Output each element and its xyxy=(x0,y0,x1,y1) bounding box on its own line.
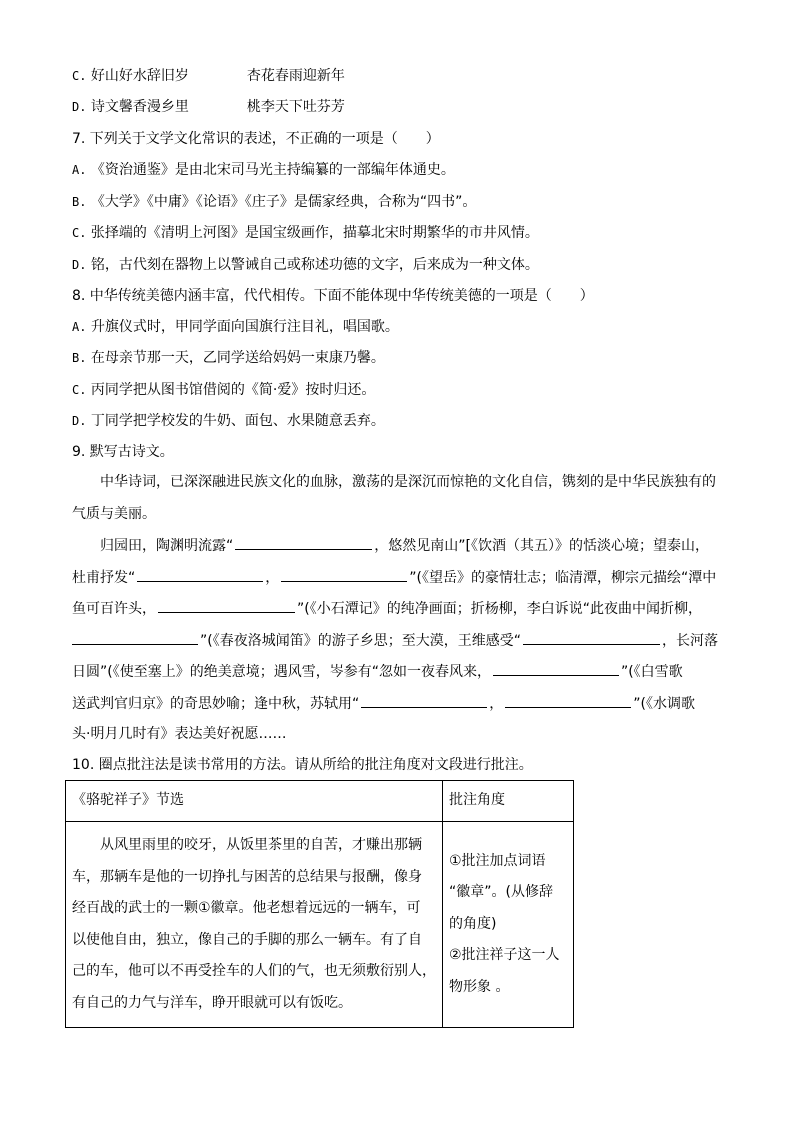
q9-line xyxy=(72,567,716,588)
header-passage: 《骆驼祥子》节选 xyxy=(66,781,443,822)
text: ”(《望岳》的豪情壮志；临清潭，柳宗元描绘“潭中 xyxy=(409,570,717,586)
table-header-row xyxy=(66,781,574,822)
option-text: 铭，古代刻在器物上以警诫自己或称述功德的文字，后来成为一种文体。 xyxy=(90,257,539,273)
q7-option-a xyxy=(72,160,455,180)
table-row xyxy=(66,822,574,1028)
text: 归园田，陶渊明流露“ xyxy=(100,538,234,554)
q6-option-d xyxy=(72,97,345,117)
q8-option-a xyxy=(72,317,399,337)
q9-intro-line: 气质与美丽。 xyxy=(72,506,156,522)
header-angle: 批注角度 xyxy=(443,781,574,822)
q10-stem: 10. 圈点批注法是读书常用的方法。请从所给的批注角度对文段进行批注。 xyxy=(72,757,533,773)
angle-cell xyxy=(443,822,574,1028)
q8-option-b xyxy=(72,348,385,368)
text: ， xyxy=(265,570,280,586)
option-left: 好山好水辞旧岁 xyxy=(90,68,189,84)
annotation-table xyxy=(65,780,574,1028)
fill-blank[interactable] xyxy=(72,630,198,645)
q9-line xyxy=(100,535,709,556)
q7-option-b xyxy=(72,192,476,212)
option-label: D. xyxy=(72,100,87,114)
option-text: 丁同学把学校发的牛奶、面包、水果随意丢弃。 xyxy=(90,413,385,429)
text: 日圆”(《使至塞上》的绝美意境；遇风雪，岑参有“忽如一夜春风来， xyxy=(72,664,491,680)
passage-line: 以使他自由，独立，像自己的手脚的那么一辆车。有了自 xyxy=(72,931,422,948)
passage-line: 有自己的力气与洋车，睁开眼就可以有饭吃。 xyxy=(72,994,352,1011)
option-label: C. xyxy=(72,69,87,83)
text: 鱼可百许头， xyxy=(72,601,156,617)
angle-line: ②批注祥子这一人 xyxy=(449,947,560,964)
option-text: 《资治通鉴》是由北宋司马光主持编纂的一部编年体通史。 xyxy=(90,162,455,178)
passage-line: 车，那辆车是他的一切挣扎与困苦的总结果与报酬，像身 xyxy=(72,868,422,885)
angle-line: “徽章”。(从修辞 xyxy=(449,884,553,901)
passage-line: 己的车，他可以不再受拴车的人们的气，也无须敷衍别人， xyxy=(72,963,436,979)
option-label: A. xyxy=(72,320,87,334)
q9-line xyxy=(72,630,718,651)
option-label: D. xyxy=(72,414,87,428)
text: ，悠然见南山”[《饮酒（其五）》的恬淡心境；望泰山， xyxy=(374,538,709,554)
q9-intro-line: 中华诗词，已深深融进民族文化的血脉，激荡的是深沉而惊艳的文化自信，镌刻的是中华民族独有的 xyxy=(100,474,716,490)
q7-stem: 7. 下列关于文学文化常识的表述，不正确的一项是（ ） xyxy=(72,131,440,147)
q9-line xyxy=(72,598,702,619)
option-label: B. xyxy=(72,351,87,365)
option-label: C. xyxy=(72,226,87,240)
option-label: C. xyxy=(72,383,87,397)
q9-stem: 9. 默写古诗文。 xyxy=(72,444,174,460)
fill-blank[interactable] xyxy=(137,567,263,582)
option-right: 杏花春雨迎新年 xyxy=(246,68,345,84)
text: ”(《白雪歌 xyxy=(620,664,683,680)
q6-option-c xyxy=(72,66,345,86)
text: 送武判官归京》的奇思妙喻；逢中秋，苏轼用“ xyxy=(72,696,360,712)
option-text: 在母亲节那一天，乙同学送给妈妈一束康乃馨。 xyxy=(90,350,385,366)
fill-blank[interactable] xyxy=(361,693,487,708)
text: ”(《水调歌 xyxy=(633,696,695,712)
option-label: A. xyxy=(72,163,87,177)
fill-blank[interactable] xyxy=(235,535,372,550)
option-left: 诗文馨香漫乡里 xyxy=(90,99,189,115)
fill-blank[interactable] xyxy=(505,693,631,708)
q8-stem: 8. 中华传统美德内涵丰富，代代相传。下面不能体现中华传统美德的一项是（ ） xyxy=(72,288,594,304)
fill-blank[interactable] xyxy=(493,661,619,676)
angle-line: ①批注加点词语 xyxy=(449,852,546,869)
q9-line xyxy=(72,693,695,714)
angle-line: 物形象 。 xyxy=(449,978,510,995)
q7-option-d xyxy=(72,255,539,275)
q9-line: 头·明月几时有》表达美好祝愿…… xyxy=(72,726,287,742)
passage-line: 从风里雨里的咬牙，从饭里茶里的自苦，才赚出那辆 xyxy=(100,837,422,853)
text: ”(《小石潭记》的纯净画面；折杨柳，李白诉说“此夜曲中闻折柳， xyxy=(297,601,702,617)
fill-blank[interactable] xyxy=(281,567,407,582)
option-text: 升旗仪式时，甲同学面向国旗行注目礼，唱国歌。 xyxy=(90,319,399,335)
q9-line xyxy=(72,661,683,682)
q8-option-d xyxy=(72,411,385,431)
text: ，长河落 xyxy=(661,633,718,649)
q7-option-c xyxy=(72,223,539,243)
option-text: 《大学》《中庸》《论语》《庄子》是儒家经典，合称为“四书”。 xyxy=(90,194,477,210)
fill-blank[interactable] xyxy=(158,598,295,613)
option-text: 丙同学把从图书馆借阅的《简·爱》按时归还。 xyxy=(90,382,376,398)
fill-blank[interactable] xyxy=(523,630,660,645)
text: ”(《春夜洛城闻笛》的游子乡思；至大漠，王维感受“ xyxy=(200,633,521,649)
option-right: 桃李天下吐芬芳 xyxy=(246,99,345,115)
angle-line: 的角度) xyxy=(449,915,497,932)
text: 杜甫抒发“ xyxy=(72,570,136,586)
text: ， xyxy=(489,696,504,712)
passage-cell xyxy=(66,822,443,1028)
q8-option-c xyxy=(72,380,375,400)
option-label: D. xyxy=(72,258,87,272)
option-text: 张择端的《清明上河图》是国宝级画作，描摹北宋时期繁华的市井风情。 xyxy=(90,225,539,241)
passage-line: 经百战的武士的一颗①徽章。他老想着远远的一辆车，可 xyxy=(72,900,421,916)
option-label: B. xyxy=(72,195,87,209)
